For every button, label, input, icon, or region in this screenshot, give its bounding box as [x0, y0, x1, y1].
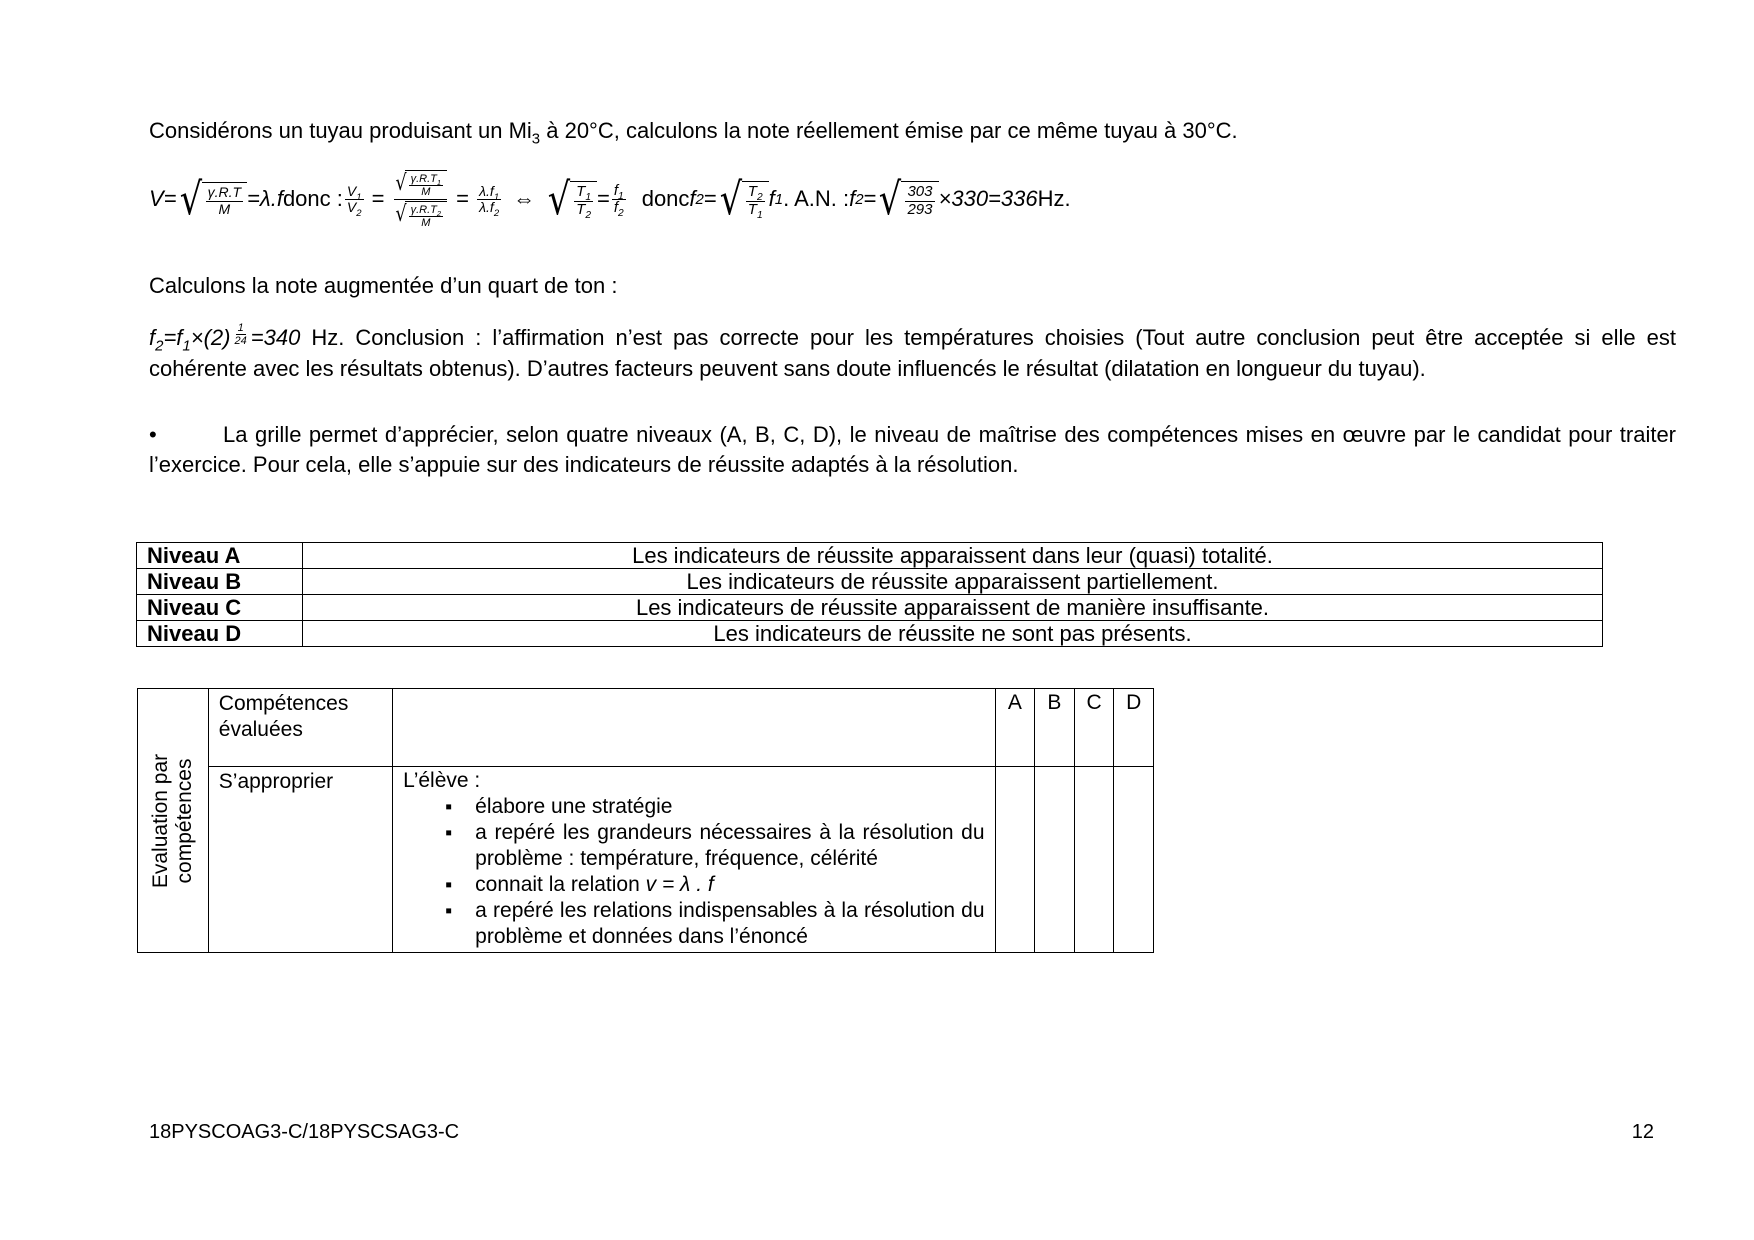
table-row: [137, 543, 1603, 569]
level-description: Les indicateurs de réussite ne sont pas présents.: [303, 621, 1603, 647]
footer-code: 18PYSCOAG3-C/18PYSCSAG3-C: [149, 1121, 460, 1143]
grade-header-a: A: [995, 689, 1035, 767]
sqrt-gamma-rt-m: √ $\frac{\gamma.R.T}{M}$: [177, 178, 248, 222]
criteria-cell: L’élève : ▪ élabore une stratégie ▪ a repéré les grandeurs nécessaires à la résolution du problème : température, fréquence, célérité ▪ connait la relation v = λ . f ▪ a repéré les relations indispensables à la résolution du problème et données dans l’énoncé: [393, 767, 995, 953]
conclusion-paragraph: $f_2=f_1\times(2)$ $\frac{1}{24}$ =340 Hz. Conclusion : l’affirmation n’est pas correcte pour les températures choisies (Tout autre conclusion peut être acceptée si elle est cohérente avec les résultats obtenus). D’autres facteurs peuvent sans doute influencés le résultat (dilatation en longueur du tuyau).: [149, 322, 1676, 381]
level-label: Niveau C: [137, 595, 303, 621]
fraction-f1-f2: $\frac{f_1}{f_2}$: [613, 181, 624, 220]
bullet-icon: •: [149, 422, 157, 447]
quart-ton-line: Calculons la note augmentée d’un quart de ton :: [149, 273, 618, 298]
table-row: [137, 621, 1603, 647]
level-description: Les indicateurs de réussite apparaissent dans leur (quasi) totalité.: [303, 543, 1603, 569]
grade-header-b: B: [1035, 689, 1075, 767]
level-label: Niveau D: [137, 621, 303, 647]
level-label: Niveau A: [137, 543, 303, 569]
table-row: [137, 595, 1603, 621]
table-row: [137, 569, 1603, 595]
fraction-nested-sqrt: √ $\frac{\gamma.R.T_1}{M}$ √ $\frac{\gamma.R.T_2}{M}$: [394, 170, 447, 229]
page-number: 12: [1631, 1121, 1654, 1143]
grade-cell-d[interactable]: [1114, 767, 1154, 953]
vertical-heading: Evaluation par compétences: [148, 753, 196, 888]
list-item: ▪ a repéré les relations indispensables à la résolution du problème et données dans l’énoncé: [445, 898, 984, 950]
list-item: ▪ a repéré les grandeurs nécessaires à la résolution du problème : température, fréquence, célérité: [445, 820, 984, 872]
level-description: Les indicateurs de réussite apparaissent de manière insuffisante.: [303, 595, 1603, 621]
table-row: [138, 689, 1154, 767]
fraction-lambda-f: $\frac{\lambda.f_1}{\lambda.f_2}$: [479, 182, 500, 219]
grade-cell-c[interactable]: [1074, 767, 1114, 953]
fraction-v1-v2: $\frac{V_1}{V_2}$: [346, 182, 362, 219]
row-label: S’approprier: [208, 767, 392, 953]
formula-velocity: V= √ $\frac{\gamma.R.T}{M}$ =λ.f donc : $\frac{V_1}{V_2}$ = √ $\frac{\gamma.R.T_1}{M}$ √ $\frac{\gamma.R.T_2}{M}$ = $\frac{\lambda.f_1}{\lambda.f_2}$ ⇔ √ $\frac{T_1}{T_2}$ = $\frac{f_1}{f_2}$ donc f 2 = √ $\frac{T_2}{T_1}$ f 1 . A.N. : f 2 = √ $\frac{303}{293}$ ×330=336 Hz.: [149, 171, 1071, 230]
vertical-heading-cell: [138, 689, 209, 953]
sqrt-t1-t2: √ $\frac{T_1}{T_2}$: [545, 178, 597, 222]
table-row: [138, 767, 1154, 953]
grid-bullet-paragraph: • La grille permet d’apprécier, selon quatre niveaux (A, B, C, D), le niveau de maîtrise des compétences mises en œuvre par le candidat pour traiter l’exercice. Pour cela, elle s’appuie sur des indicateurs de réussite adaptés à la résolution.: [149, 422, 1676, 477]
grade-header-c: C: [1074, 689, 1114, 767]
competence-table: [137, 688, 1154, 953]
level-table: [136, 542, 1603, 647]
level-description: Les indicateurs de réussite apparaissent partiellement.: [303, 569, 1603, 595]
header-empty-cell: [393, 689, 995, 767]
list-item: ▪ connait la relation v = λ . f: [445, 872, 984, 898]
intro-line: Considérons un tuyau produisant un $Mi_3$ à 20°C, calculons la note réellement émise par ce même tuyau à 30°C.: [149, 118, 1238, 148]
grade-cell-b[interactable]: [1035, 767, 1075, 953]
grade-cell-a[interactable]: [995, 767, 1035, 953]
grade-header-d: D: [1114, 689, 1154, 767]
sqrt-303-293: √ $\frac{303}{293}$: [876, 178, 938, 222]
list-item: ▪ élabore une stratégie: [445, 794, 984, 820]
sqrt-t2-t1: √ $\frac{T_2}{T_1}$: [717, 178, 769, 222]
level-label: Niveau B: [137, 569, 303, 595]
competences-header: Compétences évaluées: [208, 689, 392, 767]
criteria-list: [403, 794, 984, 950]
